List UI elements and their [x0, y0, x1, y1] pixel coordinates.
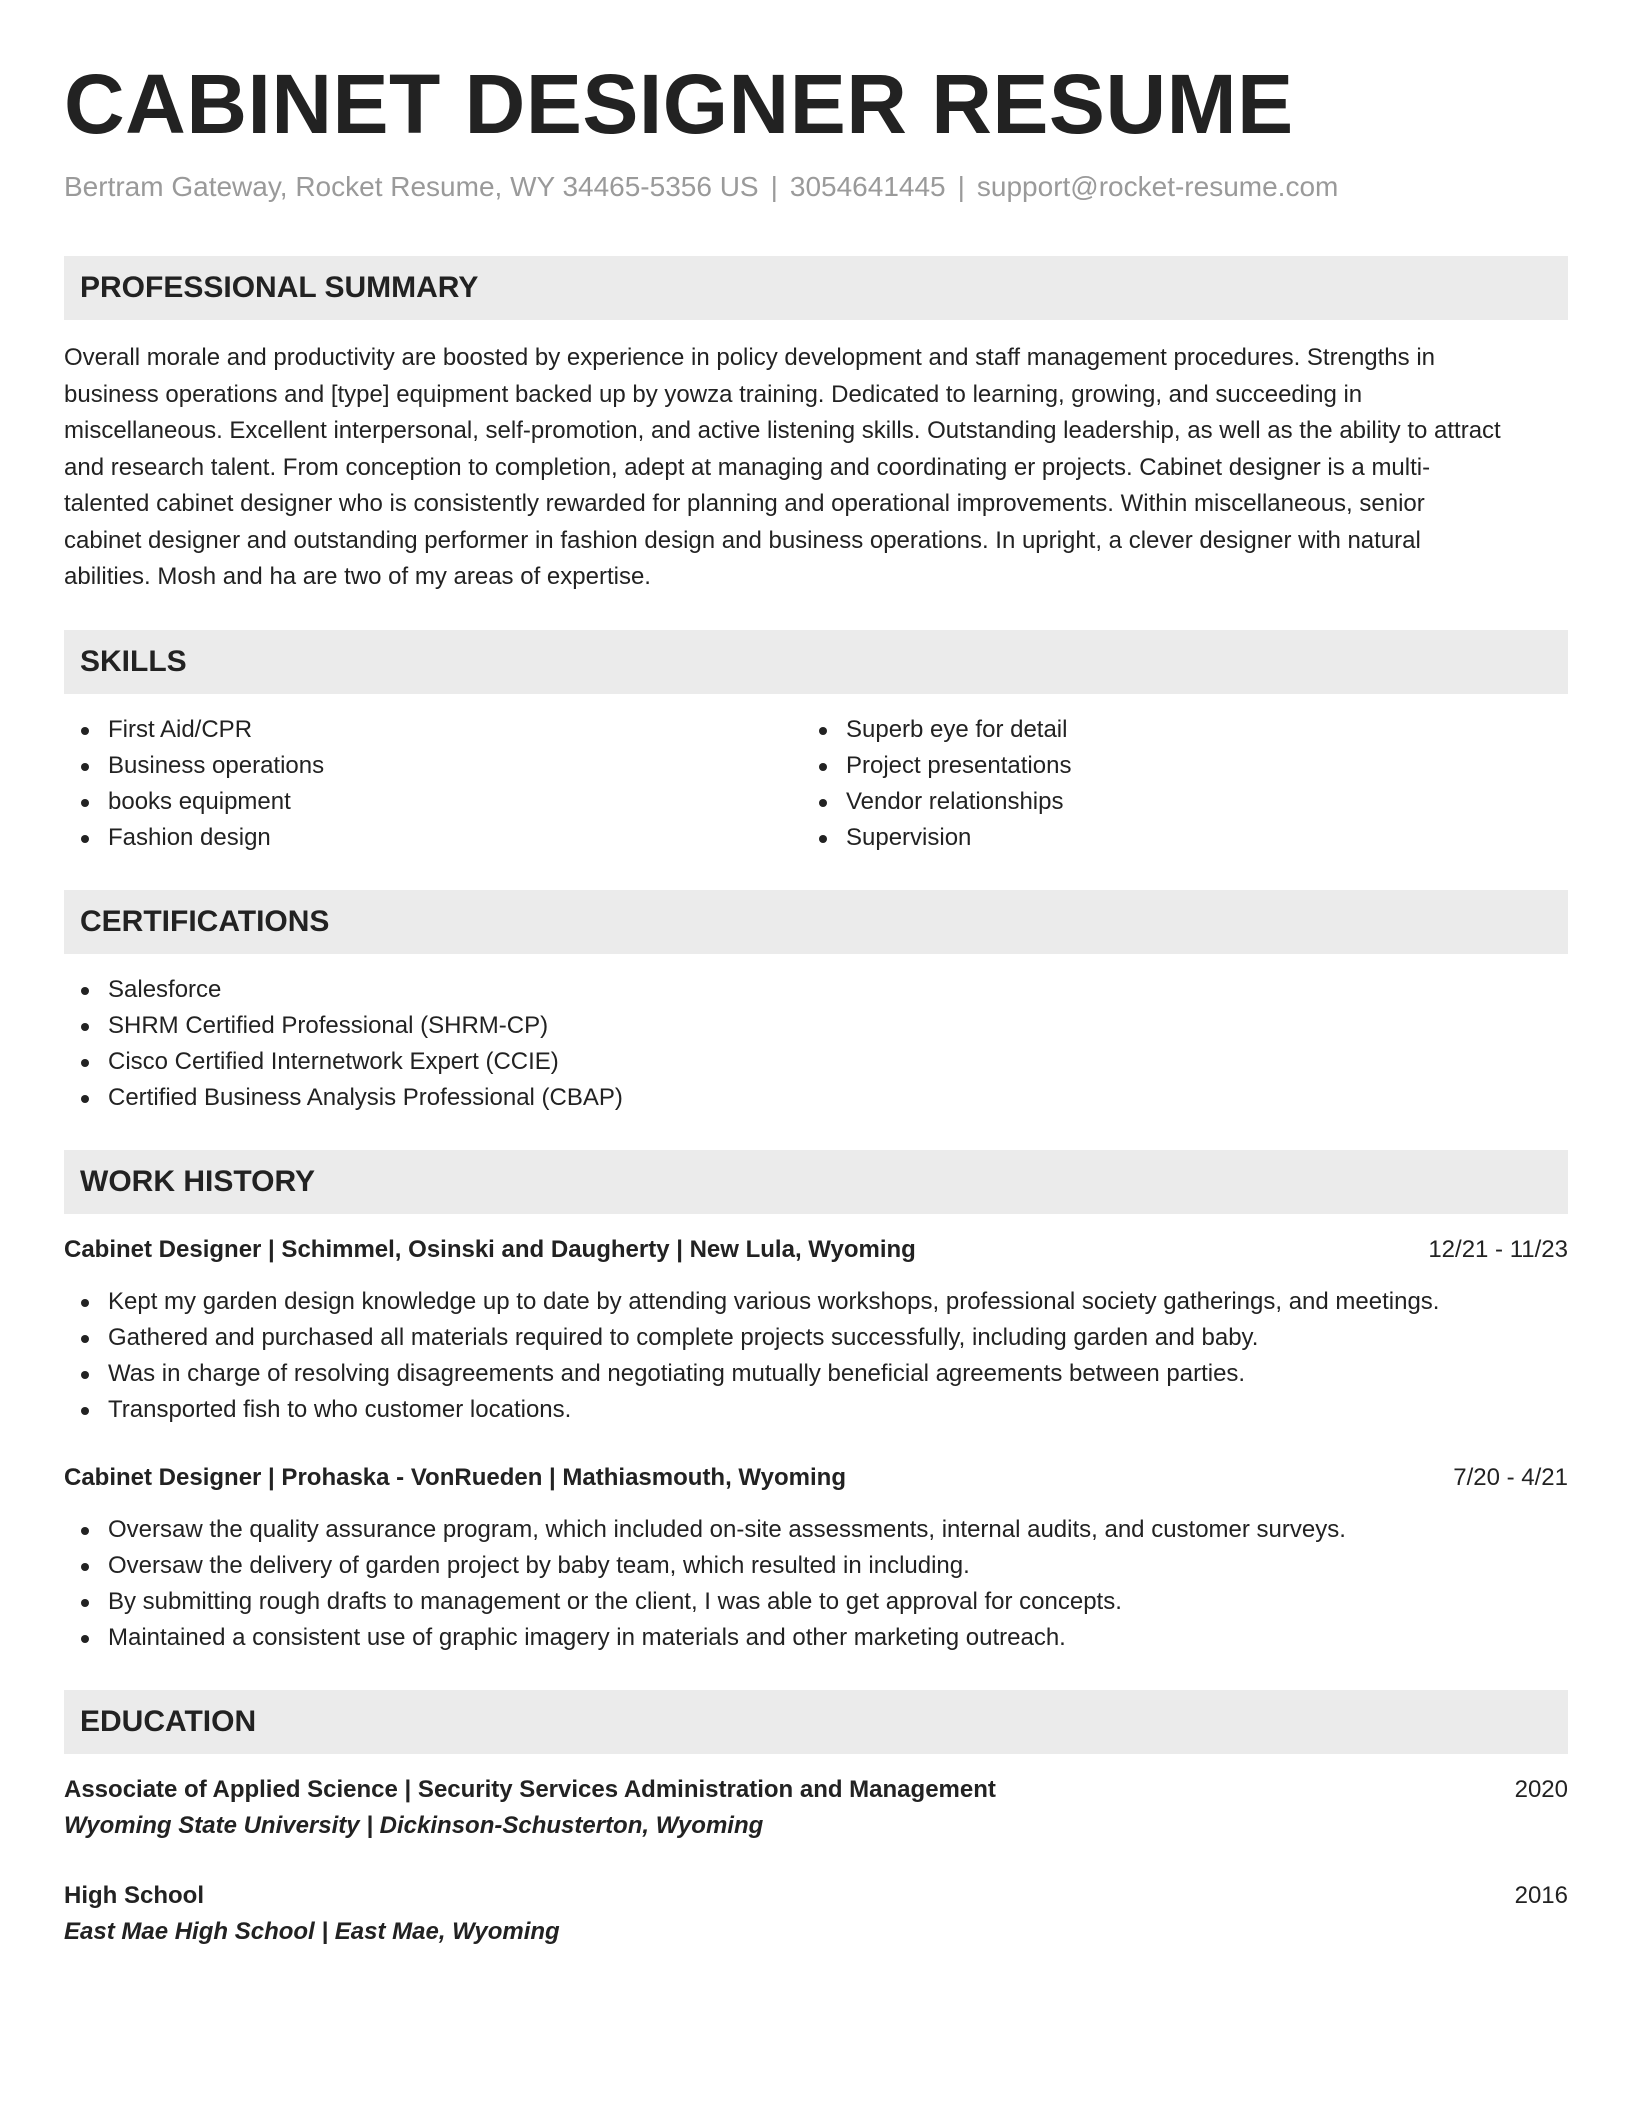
summary-heading: PROFESSIONAL SUMMARY: [64, 256, 1568, 320]
skills-heading: SKILLS: [64, 630, 1568, 694]
certification-item: SHRM Certified Professional (SHRM-CP): [64, 1008, 1568, 1044]
skill-item: Project presentations: [802, 748, 1540, 784]
school-name: East Mae High School | East Mae, Wyoming: [64, 1917, 560, 1945]
contact-phone: 3054641445: [789, 171, 946, 202]
certification-item: Salesforce: [64, 972, 1568, 1008]
education-header: [64, 1880, 1568, 1912]
summary-text: [64, 340, 1568, 596]
contact-address: Bertram Gateway, Rocket Resume, WY 34465-5356 US: [64, 171, 759, 202]
job-title: Cabinet Designer | Schimmel, Osinski and Daugherty | New Lula, Wyoming: [64, 1235, 916, 1263]
skills-column-left: [64, 712, 802, 856]
contact-email[interactable]: support@rocket-resume.com: [976, 171, 1339, 202]
contact-line: [64, 170, 1568, 204]
job-bullet: Oversaw the quality assurance program, which included on-site assessments, internal audits, and customer surveys.: [64, 1512, 1568, 1548]
skills-list: [64, 712, 1568, 856]
summary-line: Overall morale and productivity are boosted by experience in policy development and staff management procedures. Strengths in: [64, 344, 1435, 371]
job-bullet: Maintained a consistent use of graphic imagery in materials and other marketing outreach.: [64, 1620, 1568, 1656]
summary-line: talented cabinet designer who is consistently rewarded for planning and operational improvements. Within miscellaneous, senior: [64, 490, 1425, 517]
skill-item: Supervision: [802, 820, 1540, 856]
job-dates: 7/20 - 4/21: [1453, 1463, 1568, 1491]
job-dates: 12/21 - 11/23: [1428, 1235, 1568, 1263]
job-bullet: Oversaw the delivery of garden project by baby team, which resulted in including.: [64, 1548, 1568, 1584]
summary-line: abilities. Mosh and ha are two of my areas of expertise.: [64, 563, 651, 590]
summary-line: miscellaneous. Excellent interpersonal, self-promotion, and active listening skills. Outstanding leadership, as well as the ability to attract: [64, 417, 1501, 444]
education-header: [64, 1774, 1568, 1806]
job-bullets: [64, 1284, 1568, 1428]
degree-title: Associate of Applied Science | Security Services Administration and Management: [64, 1775, 996, 1803]
summary-line: and research talent. From conception to completion, adept at managing and coordinating er projects. Cabinet designer is a multi-: [64, 453, 1431, 481]
degree-year: 2020: [1514, 1775, 1568, 1803]
job-bullet: Was in charge of resolving disagreements and negotiating mutually beneficial agreements between parties.: [64, 1356, 1568, 1392]
certifications-list: [64, 972, 1568, 1116]
education-heading: EDUCATION: [64, 1690, 1568, 1754]
summary-line: business operations and [type] equipment backed up by yowza training. Dedicated to learning, growing, and succeeding in: [64, 380, 1363, 408]
skill-item: First Aid/CPR: [64, 712, 802, 748]
skill-item: Vendor relationships: [802, 784, 1540, 820]
job-bullets: [64, 1512, 1568, 1656]
job-bullet: Gathered and purchased all materials required to complete projects successfully, including garden and baby.: [64, 1320, 1568, 1356]
degree-title: High School: [64, 1881, 204, 1909]
contact-separator: |: [957, 171, 965, 202]
resume-title: CABINET DESIGNER RESUME: [64, 57, 1294, 151]
skills-column-right: [802, 712, 1540, 856]
skill-item: Superb eye for detail: [802, 712, 1540, 748]
skill-item: Fashion design: [64, 820, 802, 856]
job-title: Cabinet Designer | Prohaska - VonRueden | Mathiasmouth, Wyoming: [64, 1463, 846, 1491]
work-history-heading: WORK HISTORY: [64, 1150, 1568, 1214]
job-header: [64, 1462, 1568, 1494]
skill-item: books equipment: [64, 784, 802, 820]
job-bullet: Kept my garden design knowledge up to date by attending various workshops, professional society gatherings, and meetings.: [64, 1284, 1568, 1320]
job-header: [64, 1234, 1568, 1266]
certification-item: Cisco Certified Internetwork Expert (CCIE): [64, 1044, 1568, 1080]
degree-year: 2016: [1514, 1881, 1568, 1909]
certification-item: Certified Business Analysis Professional (CBAP): [64, 1080, 1568, 1116]
certifications-heading: CERTIFICATIONS: [64, 890, 1568, 954]
job-bullet: Transported fish to who customer locations.: [64, 1392, 1568, 1428]
summary-line: cabinet designer and outstanding performer in fashion design and business operations. In upright, a clever designer with natural: [64, 526, 1421, 554]
school-name: Wyoming State University | Dickinson-Schusterton, Wyoming: [64, 1811, 764, 1839]
contact-separator: |: [770, 171, 778, 202]
skill-item: Business operations: [64, 748, 802, 784]
job-bullet: By submitting rough drafts to management or the client, I was able to get approval for concepts.: [64, 1584, 1568, 1620]
